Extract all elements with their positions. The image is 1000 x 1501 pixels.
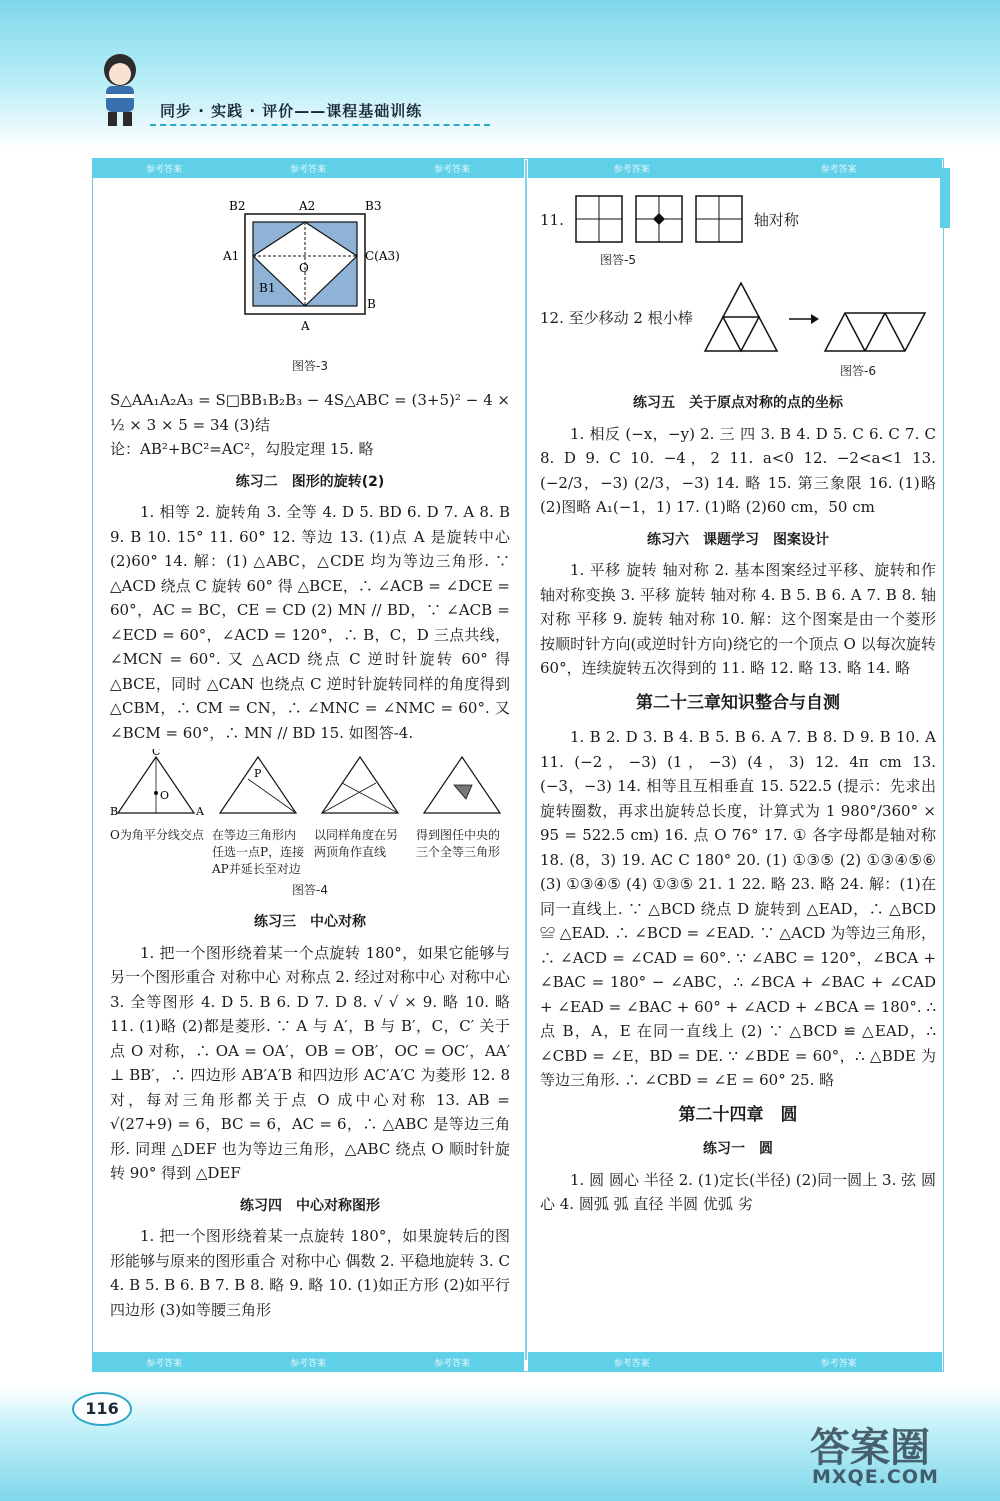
q12-row: [540, 279, 936, 359]
figure-4-note: 在等边三角形内任选一点P，连接AP并延长至对边: [212, 827, 305, 876]
strip-label: 参考答案: [145, 1358, 182, 1369]
figure-6-diagram: [699, 279, 935, 359]
page-number: 116: [72, 1392, 132, 1426]
mascot-icon: [92, 50, 148, 130]
section-text: 1. 圆 圆心 半径 2. (1)定长(半径) (2)同一圆上 3. 弦 圆心 4. 圆弧 弧 直径 半圆 优弧 劣: [540, 1170, 936, 1213]
section-title: 练习三 中心对称: [254, 914, 366, 930]
figure-4-caption: 图答-4: [292, 882, 328, 897]
chapter-title: 第二十三章知识整合与自测: [636, 692, 840, 713]
section-title: 练习五 关于原点对称的点的坐标: [633, 395, 843, 411]
strip-label: 参考答案: [613, 164, 650, 175]
strip-label: 参考答案: [613, 1358, 650, 1369]
figure-4-note: 以同样角度在另两顶角作直线: [314, 827, 399, 859]
strip-label: 参考答案: [433, 1358, 470, 1369]
fig3-label: A1: [223, 249, 240, 263]
formula-line-2: 论：AB²+BC²=AC²，勾股定理 15. 略: [110, 440, 374, 458]
figure-5-caption: 图答-5: [600, 253, 636, 267]
strip-label: 参考答案: [145, 164, 182, 175]
section-text: 1. 把一个图形绕着某一个点旋转 180°，如果它能够与另一个图形重合 对称中心 对称点 2. 经过对称中心 对称中心 3. 全等图形 4. D 5. B 6. D 7. D 8. √ √ × 9. 略 10. 略 11. (1)略 (2)都是菱形. ∵ A 与 A′，B 与 B′，C，C′ 关于点 O 对称，∴ OA = OA′，OB = OB′，OC = OC′，AA′ ⊥ BB′，∴ 四边形 AB′A′B 和四边形 AC′A′C 为菱形 12. 8 对，每对三角形都关于点 O 成中心对称 13. AB = √(27+9) = 6，BC = 6，AC = 6，∴ △ABC 是等边三角形. 同理 △DEF 也为等边三角形，△ABC 绕点 O 顺时针旋转 90° 得到 △DEF: [110, 943, 510, 1182]
section-title: 练习二 图形的旋转(2): [235, 473, 385, 490]
fig4-label: P: [254, 767, 262, 780]
q11-answer: 轴对称: [753, 210, 799, 229]
strip-label: 参考答案: [820, 1358, 857, 1369]
watermark-logo: 答案圈: [810, 1425, 930, 1471]
bottom-strip-left: [92, 1352, 524, 1372]
section-text: 1. 相等 2. 旋转角 3. 全等 4. D 5. BD 6. D 7. A 8. B 9. B 10. 15° 11. 60° 12. 等边 13. (1)点 A 是旋转中心 (2)60° 14. 解：(1) △ABC，△CDE 均为等边三角形. ∵ △ACD 绕点 C 旋转 60° 得 △BCE，∴ ∠ACB = ∠DCE = 60°，AC = BC，CE = CD (2) MN // BD，∵ ∠ACB = ∠ECD = 60°，∠ACD = 120°，∴ B，C，D 三点共线，∠MCN = 60°. 又 △ACD 绕点 C 逆时针旋转 60° 得 △BCE，同时 △CAN 也绕点 C 逆时针旋转同样的角度得到 △CBM，∴ CM = CN，∴ ∠MNC = ∠NMC = 60°. 又 ∠BCM = 60°，∴ MN // BD 15. 如图答-4.: [110, 503, 510, 742]
fig3-label: B2: [229, 199, 246, 213]
formula-line: S△AA₁A₂A₃ = S□BB₁B₂B₃ − 4S△ABC = (3+5)² − 4 × ½ × 3 × 5 = 34 (3)结: [110, 391, 510, 434]
top-banner: [0, 0, 1000, 150]
figure-4-diagram: [110, 749, 510, 819]
top-strip-left: [92, 158, 524, 178]
chapter-title: 第二十四章 圆: [678, 1104, 798, 1125]
fig3-label: B1: [259, 281, 276, 295]
section-title: 练习四 中心对称图形: [240, 1197, 380, 1214]
fig3-label: C(A3): [365, 249, 400, 263]
left-column: [110, 196, 510, 1322]
figure-6-caption: 图答-6: [840, 363, 876, 378]
q12-text: 12. 至少移动 2 根小棒: [540, 309, 693, 328]
strip-label: 参考答案: [289, 1358, 326, 1369]
section-text: 1. B 2. D 3. B 4. B 5. B 6. A 7. B 8. D 9. B 10. A 11. (−2，−3) (1，−3) (4，3) 12. 4π cm 13. (−3，−3) 14. 相等且互相垂直 15. 522.5 (提示：先求出旋转圈数，再求出旋转总长度，计算式为 1 980°/360° × 95 = 522.5 cm) 16. 点 O 76° 17. ① 各字母都是轴对称 18. (8，3) 19. AC C 180° 20. (1) ①③⑤ (2) ①③④⑤⑥ (3) ①③④⑤ (4) ①③⑤ 21. 1 22. 略 23. 略 24. 解：(1)在同一直线上. ∵ △BCD 绕点 D 旋转到 △EAD，∴ △BCD ≌ △EAD. ∴ ∠BCD = ∠EAD. ∵ △ACD 为等边三角形，∴ ∠ACD = ∠CAD = 60°. ∵ ∠ABC = 120°，∠BCA + ∠BAC = 180° − ∠ABC，∴ ∠BCA + ∠BAC + ∠CAD + ∠EAD = ∠BAC + 60° + ∠ACD + ∠BCA = 180°. ∴ 点 B，A，E 在同一直线上 (2) ∵ △BCD ≌ △EAD，∴ ∠CBD = ∠E，BD = DE. ∵ ∠BDE = 60°，∴ △BDE 为等边三角形. ∴ ∠CBD = ∠E = 60° 25. 略: [540, 728, 936, 1089]
fig3-label: B3: [365, 199, 382, 213]
fig4-label: A: [196, 805, 204, 818]
fig4-label: O: [160, 789, 170, 802]
fig3-label: B: [367, 297, 376, 311]
figure-5-diagram: [574, 192, 744, 248]
q11-row: [540, 192, 936, 248]
right-column: [540, 192, 936, 1217]
header-divider: [150, 124, 490, 126]
fig3-label: A2: [299, 199, 316, 213]
figure-4: [110, 749, 510, 902]
strip-label: 参考答案: [289, 164, 326, 175]
figure-3-diagram: [215, 196, 405, 346]
figure-3: [110, 196, 510, 378]
fig4-label: B: [110, 805, 119, 818]
series-title: 同步 · 实践 · 评价——课程基础训练: [160, 102, 423, 120]
edge-tab: [940, 168, 950, 228]
bottom-strip-right: [528, 1352, 942, 1372]
section-title: 练习六 课题学习 图案设计: [647, 531, 829, 548]
figure-3-caption: 图答-3: [292, 358, 328, 373]
figure-4-note: 得到图任中央的三个全等三角形: [416, 827, 501, 859]
section-title: 练习一 圆: [703, 1141, 773, 1157]
section-text: 1. 平移 旋转 轴对称 2. 基本图案经过平移、旋转和作轴对称变换 3. 平移 旋转 轴对称 4. B 5. B 6. A 7. B 8. 轴对称 平移 9. 旋转 轴对称 10. 解：这个图案是由一个菱形按顺时针方向(或逆时针方向)绕它的一个顶点 O 以每次旋转 60°，连续旋转五次得到的 11. 略 12. 略 13. 略 14. 略: [540, 561, 936, 677]
watermark-url: MXQE.COM: [812, 1466, 939, 1488]
strip-label: 参考答案: [433, 164, 470, 175]
fig3-label: O: [299, 261, 309, 275]
strip-label: 参考答案: [820, 164, 857, 175]
top-strip-right: [528, 158, 942, 178]
section-text: 1. 相反 (−x，−y) 2. 三 四 3. B 4. D 5. C 6. C 7. C 8. D 9. C 10. −4，2 11. a<0 12. −2<a<1 13. (−2/3，−3) (2/3，−3) 14. 略 15. 第三象限 16. (1)略 (2)图略 A₁(−1，1) 17. (1)略 (2)60 cm，50 cm: [540, 424, 936, 516]
fig3-label: A: [301, 319, 310, 333]
section-text: 1. 把一个图形绕着某一点旋转 180°，如果旋转后的图形能够与原来的图形重合 对称中心 偶数 2. 平稳地旋转 3. C 4. B 5. B 6. B 7. B 8. 略 9. 略 10. (1)如正方形 (2)如平行四边形 (3)如等腰三角形: [110, 1227, 510, 1319]
figure-4-notes: [110, 827, 510, 878]
q11-label: 11.: [540, 210, 564, 229]
figure-4-note: O为角平分线交点: [110, 827, 204, 842]
column-divider: [525, 160, 527, 1360]
fig4-label: C: [152, 749, 161, 758]
